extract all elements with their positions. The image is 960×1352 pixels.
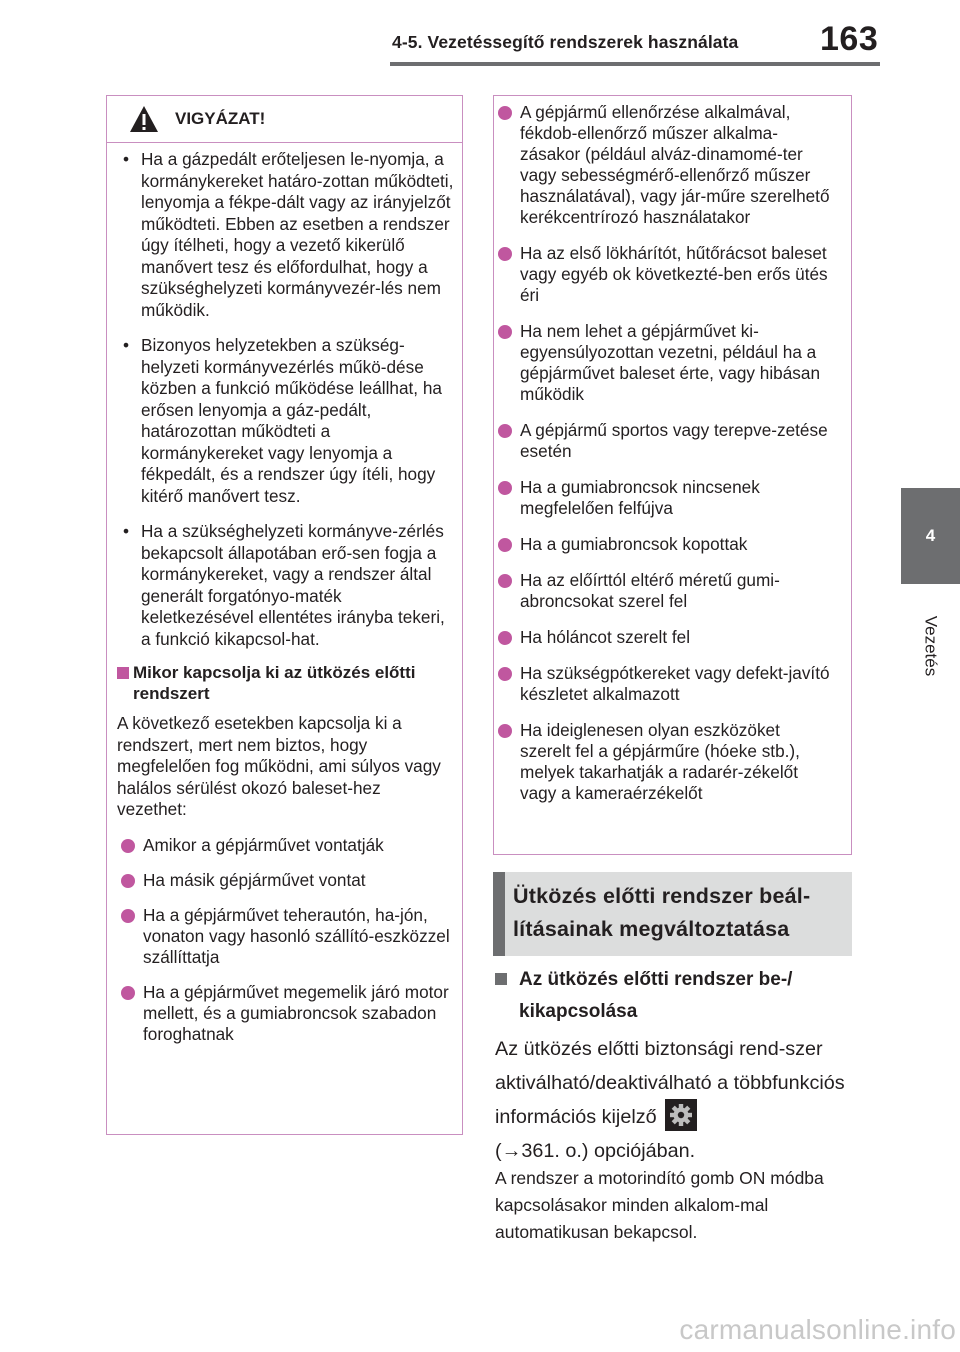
- condition-item: [494, 420, 843, 462]
- condition-item-text: Ha nem lehet a gépjárművet ki-egyensúlyozottan vezetni, például ha a gépjárművet baleset érte, vagy hibásan működik: [520, 321, 821, 404]
- dot-marker-icon: [498, 325, 512, 339]
- condition-item-text: Ha hóláncot szerelt fel: [520, 627, 691, 647]
- section-paragraph-text: Az ütközés előtti biztonsági rend-szer aktiválható/deaktiválható a többfunkciós információs kijelző: [495, 1038, 845, 1128]
- section-title: 4-5. Vezetéssegítő rendszerek használata: [392, 32, 739, 52]
- dot-marker-icon: [121, 874, 135, 888]
- condition-item: [494, 663, 843, 705]
- warning-list-item: [117, 870, 462, 891]
- dot-marker-icon: [498, 481, 512, 495]
- warning-list-item-text: Amikor a gépjárművet vontatják: [143, 834, 384, 855]
- dot-marker-icon: [498, 667, 512, 681]
- chapter-tab-label: [901, 596, 960, 696]
- warning-bullet: • Ha a gázpedált erőteljesen le-nyomja, a kormánykereket határo-zottan működteti, lenyomja a fékpe-dált vagy az irányjelzőt működteti. Ebben az esetben a rendszer úgy ítélheti, hogy a vezető kikerülő manővert tesz és előfordulhat, hogy a szükséghelyzeti kormányvezér-lés nem működik.: [117, 149, 462, 321]
- warning-body: [107, 143, 462, 1045]
- conditions-box: [493, 95, 852, 855]
- page-number: 163: [820, 20, 879, 58]
- warning-list-item-text: Ha a gépjárművet megemelik járó motor mellett, és a gumiabroncsok szabadon foroghatnak: [143, 981, 449, 1044]
- warning-list-item-text: Ha a gépjárművet teherautón, ha-jón, vonaton vagy hasonló szállító-eszközzel szállíttatja: [143, 904, 450, 967]
- dot-marker-icon: [498, 247, 512, 261]
- condition-item-text: Ha a gumiabroncsok kopottak: [520, 534, 748, 554]
- condition-item-text: Ha az előírttól eltérő méretű gumi-abroncsokat szerel fel: [520, 570, 780, 611]
- condition-item: [494, 102, 843, 228]
- dot-marker-icon: [121, 986, 135, 1000]
- condition-item: [494, 243, 843, 306]
- warning-list-item: [117, 835, 462, 856]
- section-heading: Ütközés előtti rendszer beál-lításainak megváltoztatása: [493, 872, 852, 956]
- section-subheading-text: Az ütközés előtti rendszer be-/ kikapcsolása: [519, 969, 793, 1022]
- dot-marker-icon: [498, 631, 512, 645]
- warning-label: VIGYÁZAT!: [175, 109, 266, 128]
- section-paragraph: [495, 1032, 855, 1168]
- dot-marker-icon: [498, 424, 512, 438]
- warning-box: [106, 95, 463, 1135]
- condition-item: [494, 627, 843, 648]
- condition-item-text: Ha ideiglenesen olyan eszközöket szerelt fel a gépjárműre (hóeke stb.), melyek takarhatják a radarér-zékelőt vagy a kameraérzékelőt: [520, 720, 800, 803]
- condition-item-text: A gépjármű ellenőrzése alkalmával, fékdob-ellenőrző műszer alkalma-zásakor (például alváz-dinamomé-ter vagy sebességmérő-ellenőrző műszer használatával), vagy jár-műre szerelhető kerékcentrírozó használatakor: [520, 102, 830, 227]
- square-marker-icon: [117, 667, 129, 679]
- dot-marker-icon: [498, 538, 512, 552]
- condition-item: [494, 534, 843, 555]
- condition-item: [494, 477, 843, 519]
- chapter-tab-label-text: Vezetés: [921, 615, 941, 677]
- warning-header: [107, 96, 462, 143]
- condition-item: [494, 570, 843, 612]
- dot-marker-icon: [498, 106, 512, 120]
- warning-list-item: [117, 905, 462, 968]
- condition-item: [494, 321, 843, 405]
- section-subheading: [495, 964, 855, 1028]
- condition-item-text: Ha szükségpótkereket vagy defekt-javító készletet alkalmazott: [520, 663, 830, 704]
- warning-bullet: • Ha a szükséghelyzeti kormányve-zérlés bekapcsolt állapotában erő-sen fogja a kormánykereket, vagy a rendszer által generált forgatónyo-maték keletkezésével ellentétes irányba tekeri, a funkció kikapcsol-hat.: [117, 521, 462, 650]
- warning-subheading-text: Mikor kapcsolja ki az ütközés előtti rendszert: [133, 663, 416, 703]
- section-paragraph-reference: (→361. o.) opciójában.: [495, 1140, 696, 1162]
- condition-item-text: Ha a gumiabroncsok nincsenek megfelelően felfújva: [520, 477, 760, 518]
- warning-subheading: [117, 662, 462, 704]
- warning-triangle-icon: [129, 105, 159, 133]
- warning-list-item: [117, 982, 462, 1045]
- condition-item-text: Ha az első lökhárítót, hűtőrácsot baleset vagy egyéb ok következté-ben erős ütés éri: [520, 243, 828, 305]
- condition-item-text: A gépjármű sportos vagy terepve-zetése esetén: [520, 420, 828, 461]
- watermark: carmanualsonline.info: [679, 1314, 956, 1345]
- warning-bullet-list: [117, 143, 462, 650]
- condition-item: [494, 720, 843, 804]
- dot-marker-icon: [498, 574, 512, 588]
- header-divider: [390, 62, 880, 66]
- warning-list-item-text: Ha másik gépjárművet vontat: [143, 869, 366, 890]
- gear-icon: [665, 1099, 697, 1131]
- chapter-tab-number: 4: [901, 488, 960, 584]
- dot-marker-icon: [498, 724, 512, 738]
- section-note: A rendszer a motorindító gomb ON módba kapcsolásakor minden alkalom-mal automatikusan bekapcsol.: [495, 1168, 824, 1242]
- warning-bullet: • Bizonyos helyzetekben a szükség-helyzeti kormányvezérlés műkö-dése közben a funkció működése leállhat, ha erősen lenyomja a gáz-pedált, határozottan működteti a kormánykereket vagy lenyomja a fékpedált, és a rendszer úgy ítéli, hogy kitérő manővert tesz.: [117, 335, 462, 507]
- square-marker-icon: [495, 973, 507, 985]
- dot-marker-icon: [121, 839, 135, 853]
- dot-marker-icon: [121, 909, 135, 923]
- warning-paragraph: A következő esetekben kapcsolja ki a rendszert, mert nem biztos, hogy megfelelően fog működni, ami súlyos vagy halálos sérülést okozó baleset-hez vezethet:: [117, 713, 441, 819]
